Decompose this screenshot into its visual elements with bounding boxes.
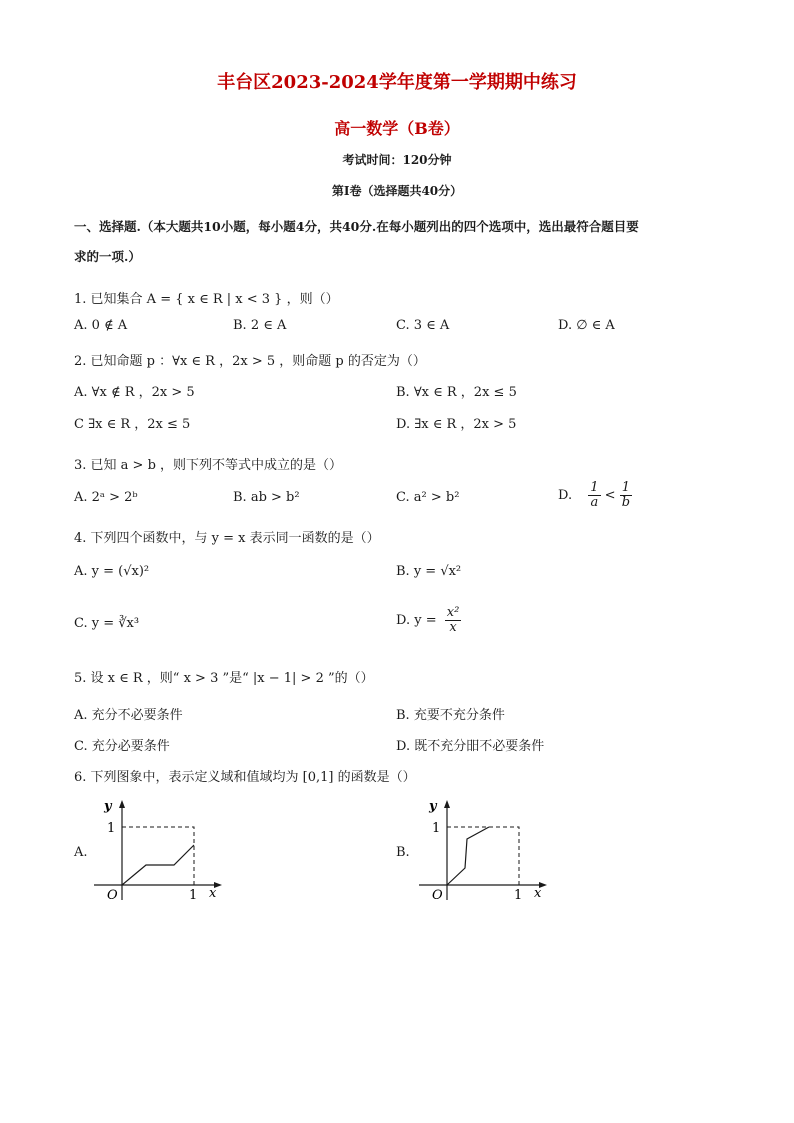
q3-option-d-label: D. [558, 488, 573, 503]
q4-option-a: A. y = (√x)² [74, 564, 150, 579]
page-subtitle: 高一数学（B卷） [334, 119, 460, 138]
graph-b-origin: O [432, 888, 443, 903]
graph-b-y-label: y [429, 799, 437, 814]
q3d-lhs-fraction [588, 481, 600, 510]
q4d-denominator: x [449, 620, 457, 635]
q4-option-b: B. y = √x² [396, 564, 462, 579]
q6-graph-a [90, 795, 230, 905]
q4-option-d [396, 606, 461, 635]
q3-option-b: B. ab > b² [233, 490, 300, 505]
section-title: 第Ⅰ卷（选择题共40分） [331, 184, 463, 198]
question-3-stem: 3. 已知 a > b ，则下列不等式中成立的是（） [74, 458, 343, 473]
instructions-line-2: 求的一项.） [74, 249, 141, 264]
q1-option-d: D. ∅ ∈ A [558, 318, 615, 333]
q3d-rhs-numerator: 1 [620, 481, 632, 496]
instructions-line-1: 一、选择题.（本大题共10小题，每小题4分，共40分.在每小题列出的四个选项中，选出最符合题目要 [74, 219, 639, 234]
q2-option-c: C ∃x ∈ R ，2x ≤ 5 [74, 417, 191, 432]
question-1-stem: 1. 已知集合 A = { x ∈ R | x < 3 } ，则（） [74, 292, 339, 307]
q1-option-c: C. 3 ∈ A [396, 318, 450, 333]
q2-option-a: A. ∀x ∉ R ，2x > 5 [74, 385, 195, 400]
q3-option-d [558, 481, 632, 510]
question-6-stem: 6. 下列图象中，表示定义域和值域均为 [0,1] 的函数是（） [74, 770, 416, 785]
graph-b-tick-1-x: 1 [514, 888, 523, 903]
graph-b-tick-1-y: 1 [432, 821, 441, 836]
q1-option-a: A. 0 ∉ A [74, 318, 128, 333]
q4-option-c: C. y = ∛x³ [74, 616, 140, 631]
q4-option-d-label: D. y = [396, 613, 437, 628]
question-4-stem: 4. 下列四个函数中，与 y = x 表示同一函数的是（） [74, 531, 380, 546]
q3d-rhs-denominator: b [621, 495, 631, 510]
q3d-lhs-numerator: 1 [590, 480, 599, 495]
q5-option-d: D. 既不充分昍不必要条件 [396, 739, 545, 754]
q1-option-b: B. 2 ∈ A [233, 318, 287, 333]
q5-option-a: A. 充分不必要条件 [74, 708, 183, 723]
graph-a-tick-1-x: 1 [189, 888, 198, 903]
page-title: 丰台区2023-2024学年度第一学期期中练习 [217, 72, 577, 93]
q3-option-c: C. a² > b² [396, 490, 460, 505]
q5-option-c: C. 充分必要条件 [74, 739, 170, 754]
graph-a-tick-1-y: 1 [107, 821, 116, 836]
graph-a-origin: O [107, 888, 118, 903]
q2-option-b: B. ∀x ∈ R ，2x ≤ 5 [396, 385, 517, 400]
graph-a-x-label: x [209, 886, 217, 901]
q4d-numerator: x² [446, 605, 460, 620]
question-2-stem: 2. 已知命题 p ：∀x ∈ R ，2x > 5 ，则命题 p 的否定为（） [74, 354, 426, 369]
q6-option-a: A. [74, 845, 88, 860]
exam-time: 考试时间：120分钟 [342, 153, 452, 167]
q3d-rhs-fraction [620, 481, 632, 510]
q3d-lhs-denominator: a [590, 495, 599, 510]
q2-option-d: D. ∃x ∈ R ，2x > 5 [396, 417, 517, 432]
q6-graph-b [415, 795, 555, 905]
q6-option-b: B. [396, 845, 410, 860]
q3d-relation: < [604, 488, 616, 503]
q5-option-b: B. 充要不充分条件 [396, 708, 505, 723]
question-5-stem: 5. 设 x ∈ R ，则“ x > 3 ”是“ |x − 1| > 2 ”的（） [74, 671, 374, 686]
instructions [74, 212, 722, 272]
graph-b-x-label: x [534, 886, 542, 901]
graph-a-y-label: y [104, 799, 112, 814]
q3-option-a: A. 2ᵃ > 2ᵇ [74, 490, 138, 505]
q4d-fraction [445, 606, 462, 635]
